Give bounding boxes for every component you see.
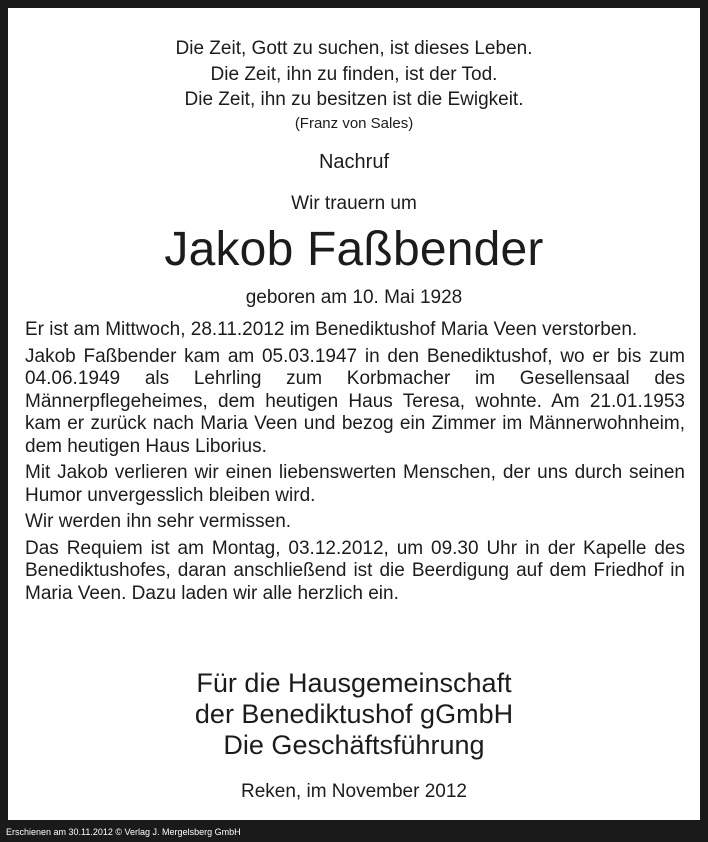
place-date: Reken, im November 2012 — [241, 781, 467, 802]
signature-line-1: Für die Hausgemeinschaft — [196, 668, 512, 698]
notice-body — [25, 319, 685, 609]
motto-line-1: Die Zeit, Gott zu suchen, ist dieses Leben. — [175, 38, 533, 59]
signature-line-3: Die Geschäftsführung — [223, 730, 485, 760]
notice-heading: Nachruf — [318, 151, 390, 173]
paragraph-requiem: Das Requiem ist am Montag, 03.12.2012, um 09.30 Uhr in der Kapelle des Benediktushofes, daran anschließend ist die Beerdigung auf dem Friedhof in Maria Veen. Dazu laden wir alle herzlich ein. — [25, 537, 685, 604]
motto-author: (Franz von Sales) — [294, 114, 414, 132]
motto-line-3: Die Zeit, ihn zu besitzen ist die Ewigkeit. — [184, 89, 524, 110]
deceased-name: Jakob Faßbender — [164, 223, 544, 276]
motto-line-2: Die Zeit, ihn zu finden, ist der Tod. — [210, 63, 498, 85]
birth-date: geboren am 10. Mai 1928 — [245, 287, 463, 308]
paragraph-death: Er ist am Mittwoch, 28.11.2012 im Benediktushof Maria Veen verstorben. — [25, 319, 638, 340]
signature-line-2: der Benediktushof gGmbH — [194, 699, 514, 729]
paragraph-miss: Wir werden ihn sehr vermissen. — [25, 511, 292, 532]
paragraph-biography: Jakob Faßbender kam am 05.03.1947 in den Benediktushof, wo er bis zum 04.06.1949 als Lehrling zum Korbmacher im Gesellensaal des Männerpflegeheimes, dem heutigen Haus Teresa, wohnte. Am 21.01.1953 kam er zurück nach Maria Veen und bezog ein Zimmer im Männerwohnheim, dem heutigen Haus Liborius. — [25, 345, 685, 457]
paragraph-remembrance: Mit Jakob verlieren wir einen liebenswerten Menschen, der uns durch seinen Humor unvergesslich bleiben wird. — [25, 462, 685, 506]
signature-block — [8, 668, 700, 761]
motto-quote — [8, 36, 700, 135]
publication-footer: Erschienen am 30.11.2012 © Verlag J. Mergelsberg GmbH — [6, 827, 241, 837]
intro-line: Wir trauern um — [291, 193, 417, 214]
obituary-notice — [8, 8, 700, 820]
